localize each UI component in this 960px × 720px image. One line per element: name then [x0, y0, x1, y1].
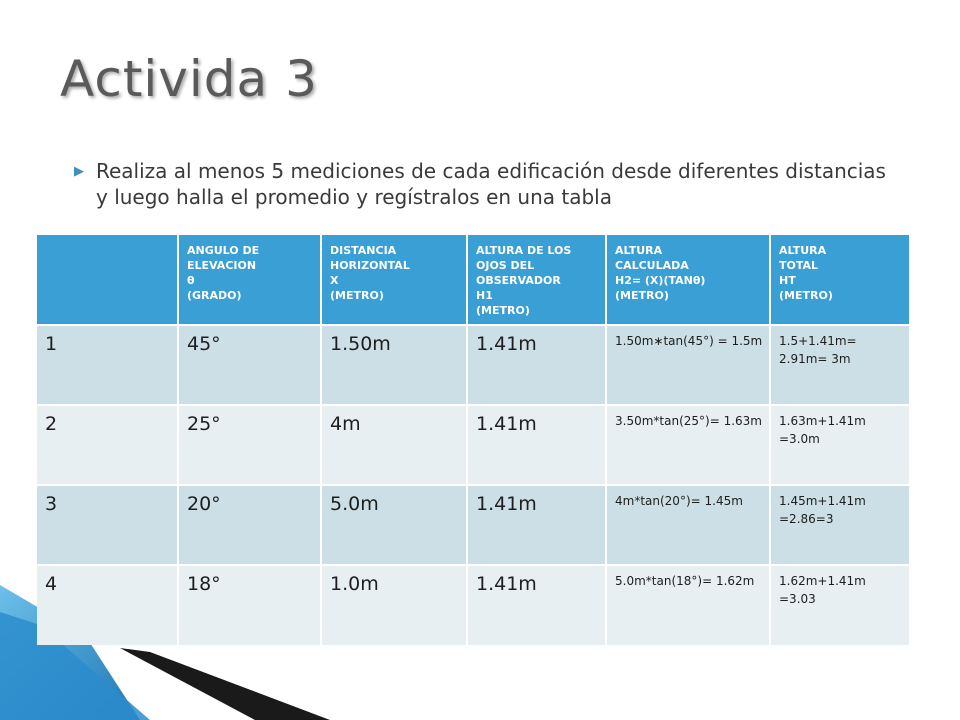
- cell-distance: 1.0m: [321, 565, 467, 645]
- table-header-row: [37, 235, 909, 325]
- cell-angle: 20°: [178, 485, 321, 565]
- cell-angle: 25°: [178, 405, 321, 485]
- cell-index: 2: [37, 405, 178, 485]
- header-calculated-height: ALTURA CALCULADA H2= (X)(TANθ) (METRO): [606, 235, 770, 325]
- table-row: [37, 485, 909, 565]
- cell-calculated-height: 3.50m*tan(25°)= 1.63m: [606, 405, 770, 485]
- cell-distance: 4m: [321, 405, 467, 485]
- cell-calculated-height: 5.0m*tan(18°)= 1.62m: [606, 565, 770, 645]
- bullet-item: [74, 158, 904, 210]
- cell-calculated-height: 1.50m∗tan(45°) = 1.5m: [606, 325, 770, 405]
- triangle-right-icon: ▶: [74, 164, 84, 179]
- cell-eye-height: 1.41m: [467, 565, 606, 645]
- header-angle: ANGULO DE ELEVACION θ (GRADO): [178, 235, 321, 325]
- cell-eye-height: 1.41m: [467, 405, 606, 485]
- cell-distance: 1.50m: [321, 325, 467, 405]
- cell-total-height: 1.45m+1.41m =2.86=3: [770, 485, 909, 565]
- table-row: [37, 565, 909, 645]
- cell-distance: 5.0m: [321, 485, 467, 565]
- cell-eye-height: 1.41m: [467, 485, 606, 565]
- cell-index: 4: [37, 565, 178, 645]
- cell-angle: 45°: [178, 325, 321, 405]
- table-row: [37, 325, 909, 405]
- bullet-text: Realiza al menos 5 mediciones de cada edificación desde diferentes distancias y luego halla el promedio y regístralos en una tabla: [96, 159, 886, 209]
- cell-index: 1: [37, 325, 178, 405]
- cell-total-height: 1.5+1.41m= 2.91m= 3m: [770, 325, 909, 405]
- cell-calculated-height: 4m*tan(20°)= 1.45m: [606, 485, 770, 565]
- table-row: [37, 405, 909, 485]
- slide-title: Activida 3: [60, 50, 318, 108]
- header-total-height: ALTURA TOTAL HT (METRO): [770, 235, 909, 325]
- header-distance: DISTANCIA HORIZONTAL X (METRO): [321, 235, 467, 325]
- cell-index: 3: [37, 485, 178, 565]
- cell-angle: 18°: [178, 565, 321, 645]
- cell-eye-height: 1.41m: [467, 325, 606, 405]
- cell-total-height: 1.63m+1.41m =3.0m: [770, 405, 909, 485]
- cell-total-height: 1.62m+1.41m =3.03: [770, 565, 909, 645]
- measurement-table: [37, 235, 909, 645]
- header-eye-height: ALTURA DE LOS OJOS DEL OBSERVADOR H1 (METRO): [467, 235, 606, 325]
- corner-black-stripe: [120, 648, 330, 720]
- header-index: [37, 235, 178, 325]
